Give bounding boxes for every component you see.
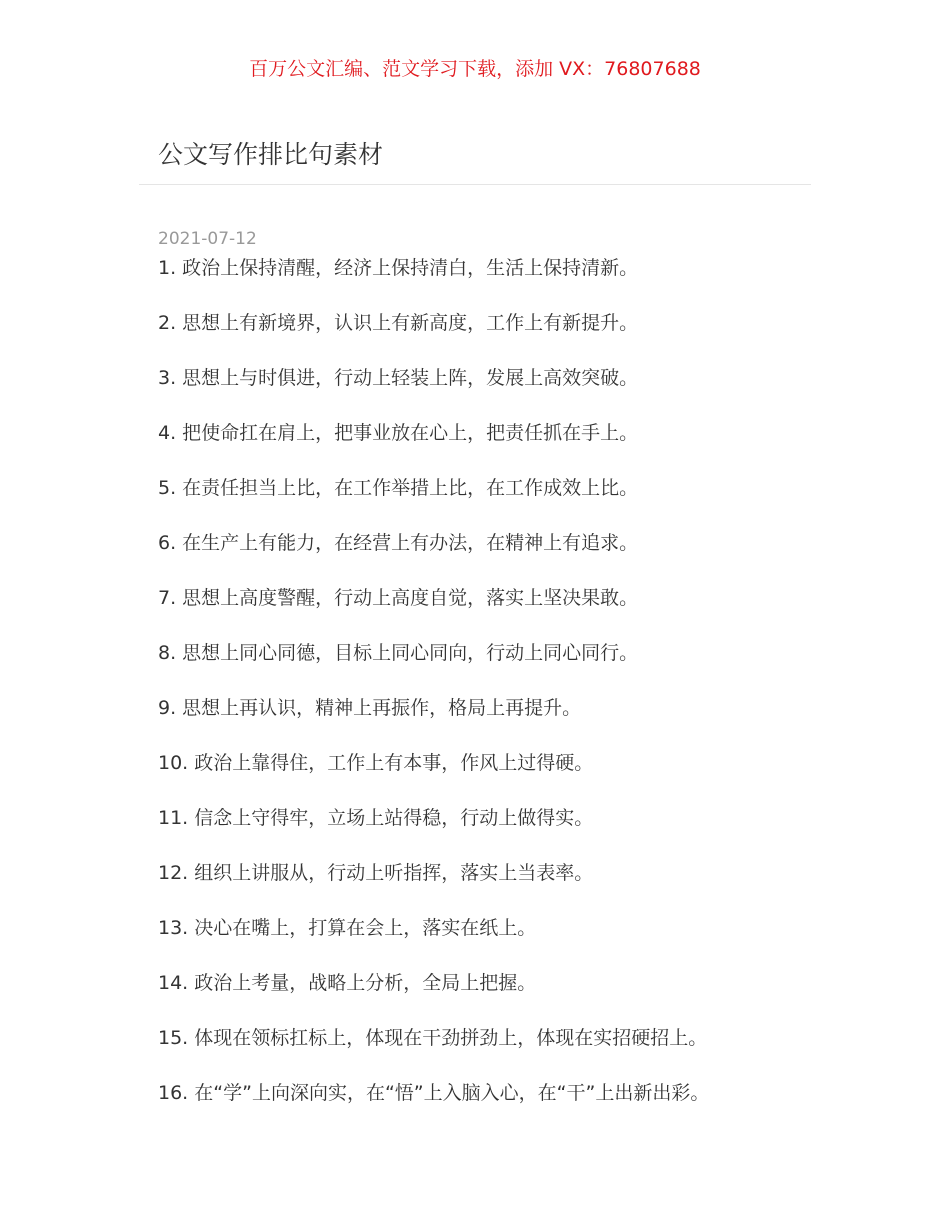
list-item: 8. 思想上同心同德，目标上同心同向，行动上同心同行。 (158, 642, 639, 664)
list-item: 11. 信念上守得牢，立场上站得稳，行动上做得实。 (158, 807, 594, 829)
list-item: 6. 在生产上有能力，在经营上有办法，在精神上有追求。 (158, 532, 639, 554)
title-divider (139, 184, 811, 185)
publish-date: 2021-07-12 (158, 229, 257, 249)
list-item: 13. 决心在嘴上，打算在会上，落实在纸上。 (158, 917, 537, 939)
document-title: 公文写作排比句素材 (158, 140, 384, 169)
list-item: 7. 思想上高度警醒，行动上高度自觉，落实上坚决果敢。 (158, 587, 639, 609)
list-item: 4. 把使命扛在肩上，把事业放在心上，把责任抓在手上。 (158, 422, 639, 444)
list-item: 10. 政治上靠得住，工作上有本事，作风上过得硬。 (158, 752, 594, 774)
list-item: 1. 政治上保持清醒，经济上保持清白，生活上保持清新。 (158, 257, 639, 279)
list-item: 15. 体现在领标扛标上，体现在干劲拼劲上，体现在实招硬招上。 (158, 1027, 708, 1049)
sentence-list (158, 254, 878, 1134)
list-item: 5. 在责任担当上比，在工作举措上比，在工作成效上比。 (158, 477, 639, 499)
header-banner: 百万公文汇编、范文学习下载，添加 VX：76807688 (249, 58, 701, 80)
list-item: 12. 组织上讲服从，行动上听指挥，落实上当表率。 (158, 862, 594, 884)
list-item: 9. 思想上再认识，精神上再振作，格局上再提升。 (158, 697, 582, 719)
list-item: 2. 思想上有新境界，认识上有新高度，工作上有新提升。 (158, 312, 639, 334)
list-item: 3. 思想上与时俱进，行动上轻装上阵，发展上高效突破。 (158, 367, 639, 389)
list-item: 16. 在“学”上向深向实，在“悟”上入脑入心，在“干”上出新出彩。 (158, 1082, 710, 1104)
list-item: 14. 政治上考量，战略上分析，全局上把握。 (158, 972, 537, 994)
